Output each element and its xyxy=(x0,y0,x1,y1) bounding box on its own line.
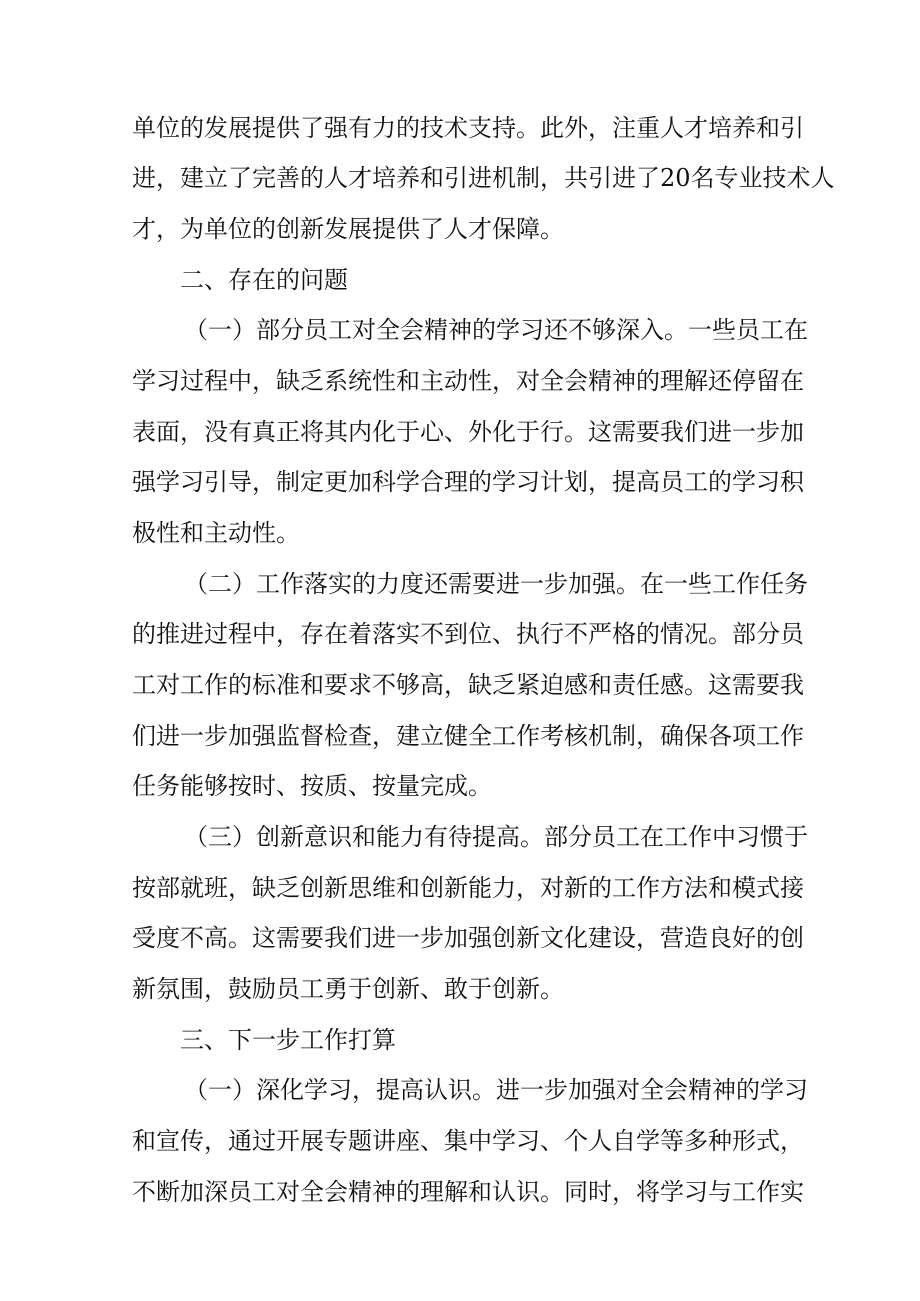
text-line: 才，为单位的创新发展提供了人才保障。 xyxy=(132,215,564,243)
text-line: 进，建立了完善的人才培养和引进机制，共引进了20名专业技术人 xyxy=(132,164,835,192)
section-heading: 二、存在的问题 xyxy=(180,266,348,294)
text-line: 极性和主动性。 xyxy=(132,519,300,547)
section-heading: 三、下一步工作打算 xyxy=(180,1026,396,1054)
text-line: 的推进过程中，存在着落实不到位、执行不严格的情况。部分员 xyxy=(132,620,804,648)
text-line: 任务能够按时、按质、按量完成。 xyxy=(132,772,492,800)
text-line: 和宣传，通过开展专题讲座、集中学习、个人自学等多种形式， xyxy=(132,1127,804,1155)
text-line: 单位的发展提供了强有力的技术支持。此外，注重人才培养和引 xyxy=(132,114,804,142)
text-line: 新氛围，鼓励员工勇于创新、敢于创新。 xyxy=(132,975,564,1003)
text-line: 们进一步加强监督检查，建立健全工作考核机制，确保各项工作 xyxy=(132,722,804,750)
text-line: 不断加深员工对全会精神的理解和认识。同时，将学习与工作实 xyxy=(132,1178,804,1206)
text-line: 表面，没有真正将其内化于心、外化于行。这需要我们进一步加 xyxy=(132,418,804,446)
text-line: 强学习引导，制定更加科学合理的学习计划，提高员工的学习积 xyxy=(132,468,804,496)
text-line: 学习过程中，缺乏系统性和主动性，对全会精神的理解还停留在 xyxy=(132,367,804,395)
text-line: （一）深化学习，提高认识。进一步加强对全会精神的学习 xyxy=(184,1076,808,1104)
text-line: （三）创新意识和能力有待提高。部分员工在工作中习惯于 xyxy=(184,823,808,851)
text-line: 工对工作的标准和要求不够高，缺乏紧迫感和责任感。这需要我 xyxy=(132,671,804,699)
text-line: （一）部分员工对全会精神的学习还不够深入。一些员工在 xyxy=(184,316,808,344)
text-line: （二）工作落实的力度还需要进一步加强。在一些工作任务 xyxy=(184,570,808,598)
text-line: 按部就班，缺乏创新思维和创新能力，对新的工作方法和模式接 xyxy=(132,874,804,902)
text-line: 受度不高。这需要我们进一步加强创新文化建设，营造良好的创 xyxy=(132,924,804,952)
